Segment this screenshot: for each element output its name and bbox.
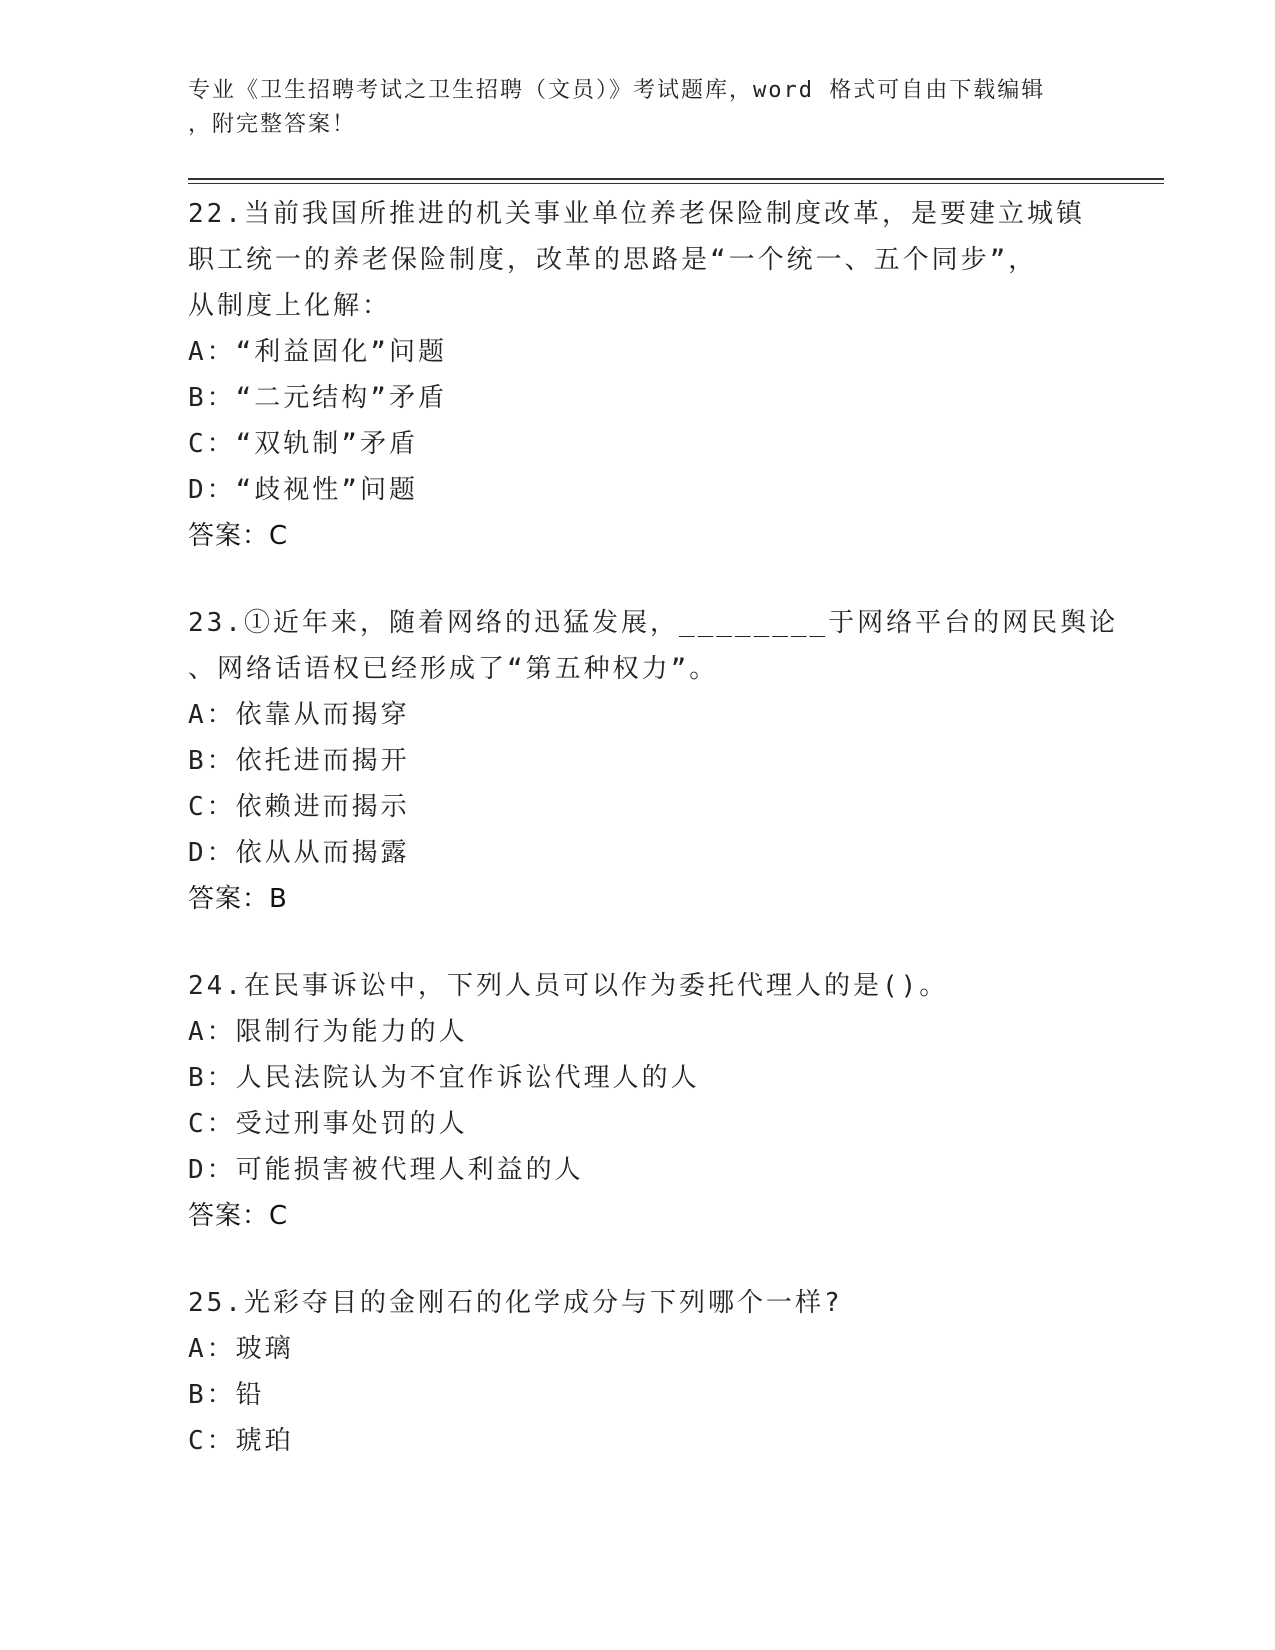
header-line-1: 专业《卫生招聘考试之卫生招聘（文员）》考试题库，word 格式可自由下载编辑 bbox=[188, 78, 1046, 103]
option-b: B：人民法院认为不宜作诉讼代理人的人 bbox=[188, 1063, 700, 1093]
question-22 bbox=[188, 191, 1088, 559]
header-line-2: ，附完整答案！ bbox=[188, 112, 357, 137]
option-b: B：“二元结构”矛盾 bbox=[188, 383, 447, 413]
option-c: C：“双轨制”矛盾 bbox=[188, 429, 418, 459]
option-c: C：依赖进而揭示 bbox=[188, 792, 410, 822]
question-23 bbox=[188, 600, 1119, 922]
question-24 bbox=[188, 963, 1088, 1239]
document-header bbox=[188, 74, 1088, 142]
option-a: A：玻璃 bbox=[188, 1334, 294, 1364]
option-a: A：依靠从而揭穿 bbox=[188, 700, 410, 730]
question-text-line: 23.①近年来，随着网络的迅猛发展，________于网络平台的网民舆论 bbox=[188, 608, 1119, 638]
answer-line: 答案：B bbox=[188, 884, 288, 914]
question-text-line: 从制度上化解： bbox=[188, 291, 392, 321]
option-b: B：依托进而揭开 bbox=[188, 746, 410, 776]
answer-line: 答案：C bbox=[188, 521, 289, 551]
question-text-line: 职工统一的养老保险制度，改革的思路是“一个统一、五个同步”， bbox=[188, 245, 1038, 275]
question-text-line: 24.在民事诉讼中，下列人员可以作为委托代理人的是()。 bbox=[188, 971, 949, 1001]
option-a: A：限制行为能力的人 bbox=[188, 1017, 468, 1047]
option-a: A：“利益固化”问题 bbox=[188, 337, 447, 367]
option-c: C：琥珀 bbox=[188, 1426, 294, 1456]
option-b: B：铅 bbox=[188, 1380, 265, 1410]
option-d: D：依从从而揭露 bbox=[188, 838, 410, 868]
question-text-line: 、网络话语权已经形成了“第五种权力”。 bbox=[188, 654, 719, 684]
question-text-line: 22.当前我国所推进的机关事业单位养老保险制度改革，是要建立城镇 bbox=[188, 199, 1085, 229]
question-25 bbox=[188, 1280, 1088, 1464]
option-c: C：受过刑事处罚的人 bbox=[188, 1109, 468, 1139]
option-d: D：“歧视性”问题 bbox=[188, 475, 418, 505]
answer-line: 答案：C bbox=[188, 1201, 289, 1231]
question-list bbox=[188, 191, 1119, 1505]
option-d: D：可能损害被代理人利益的人 bbox=[188, 1155, 584, 1185]
header-divider-thick bbox=[188, 178, 1164, 180]
header-divider-thin bbox=[188, 183, 1164, 184]
question-text-line: 25.光彩夺目的金刚石的化学成分与下列哪个一样? bbox=[188, 1288, 843, 1318]
